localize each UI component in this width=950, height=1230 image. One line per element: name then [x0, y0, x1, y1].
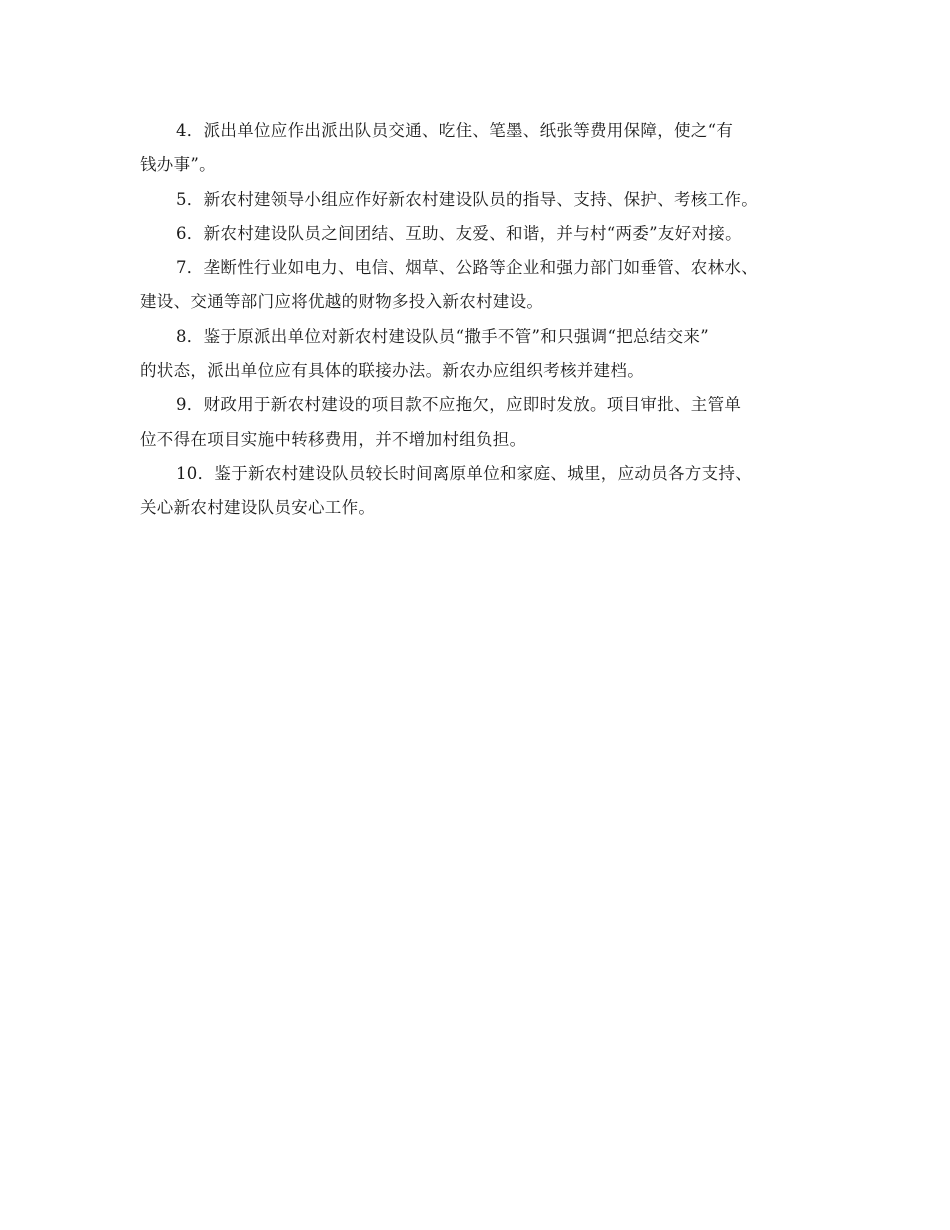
paragraph-4-line-2: 钱办事”。 [140, 155, 216, 175]
paragraph-7-line-1: 7．垄断性行业如电力、电信、烟草、公路等企业和强力部门如垂管、农林水、 [176, 258, 758, 278]
paragraph-7-line-2: 建设、交通等部门应将优越的财物多投入新农村建设。 [140, 292, 544, 312]
paragraph-9-line-2: 位不得在项目实施中转移费用，并不增加村组负担。 [140, 429, 527, 449]
paragraph-10-line-2: 关心新农村建设队员安心工作。 [140, 498, 376, 518]
document-body [140, 118, 830, 530]
paragraph-9-line-1: 9．财政用于新农村建设的项目款不应拖欠，应即时发放。项目审批、主管单 [176, 395, 742, 415]
paragraph-5-line-1: 5．新农村建领导小组应作好新农村建设队员的指导、支持、保护、考核工作。 [176, 189, 758, 209]
paragraph-6-line-1: 6．新农村建设队员之间团结、互助、友爱、和谐，并与村“两委”友好对接。 [176, 223, 742, 243]
paragraph-4-line-1: 4．派出单位应作出派出队员交通、吃住、笔墨、纸张等费用保障，使之“有 [176, 121, 734, 140]
paragraph-8-line-1: 8．鉴于原派出单位对新农村建设队员“撒手不管”和只强调“把总结交来” [176, 326, 709, 346]
paragraph-10-line-1: 10．鉴于新农村建设队员较长时间离原单位和家庭、城里，应动员各方支持、 [176, 463, 752, 483]
paragraph-8-line-2: 的状态，派出单位应有具体的联接办法。新农办应组织考核并建档。 [140, 361, 644, 381]
